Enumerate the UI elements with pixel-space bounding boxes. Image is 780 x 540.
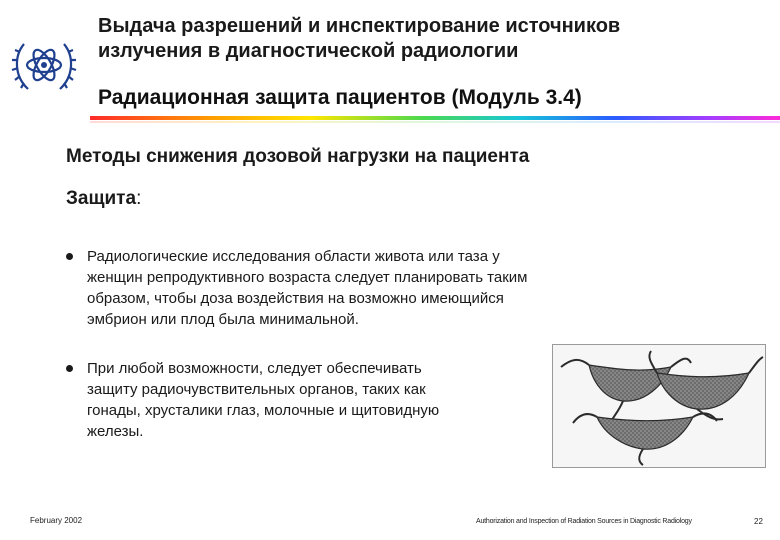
section-label-word: Защита [66,188,137,209]
section-label-colon: : [136,188,142,209]
bullet-2-line-1: При любой возможности, следует обеспечивать [87,360,422,377]
rainbow-divider-shadow [90,121,780,123]
footer-course-title: Authorization and Inspection of Radiation Sources in Diagnostic Radiology [476,518,692,525]
bullet-dot-icon [66,365,73,372]
rainbow-divider [90,116,780,120]
bullet-1-line-3: образом, чтобы доза воздействия на возможно имеющийся [87,290,504,307]
page-number: 22 [754,517,763,526]
section-label [66,188,141,210]
bullet-2-line-4: железы. [87,423,144,440]
bullet-dot-icon [66,253,73,260]
iaea-atom-emblem-icon [10,34,78,96]
bullet-2-line-2: защиту радиочувствительных органов, таких как [87,381,426,398]
bullet-1-line-2: женщин репродуктивного возраста следует планировать таким [87,269,528,286]
header-title-line-2: излучения в диагностической радиологии [98,40,519,62]
bullet-1-line-1: Радиологические исследования области живота или таза у [87,248,500,265]
bullet-2-line-3: гонады, хрусталики глаз, молочные и щитовидную [87,402,440,419]
header-title [98,14,748,64]
bullet-1-line-4: эмбрион или плод была минимальной. [87,311,359,328]
footer-date: February 2002 [30,516,83,525]
header-title-line-1: Выдача разрешений и инспектирование источников [98,15,621,37]
slide-heading: Методы снижения дозовой нагрузки на пациента [66,146,530,167]
bullet-text-1 [87,246,527,330]
gonad-shields-photo [552,344,766,468]
module-title: Радиационная защита пациентов (Модуль 3.4) [98,86,582,109]
bullet-text-2 [87,358,439,442]
